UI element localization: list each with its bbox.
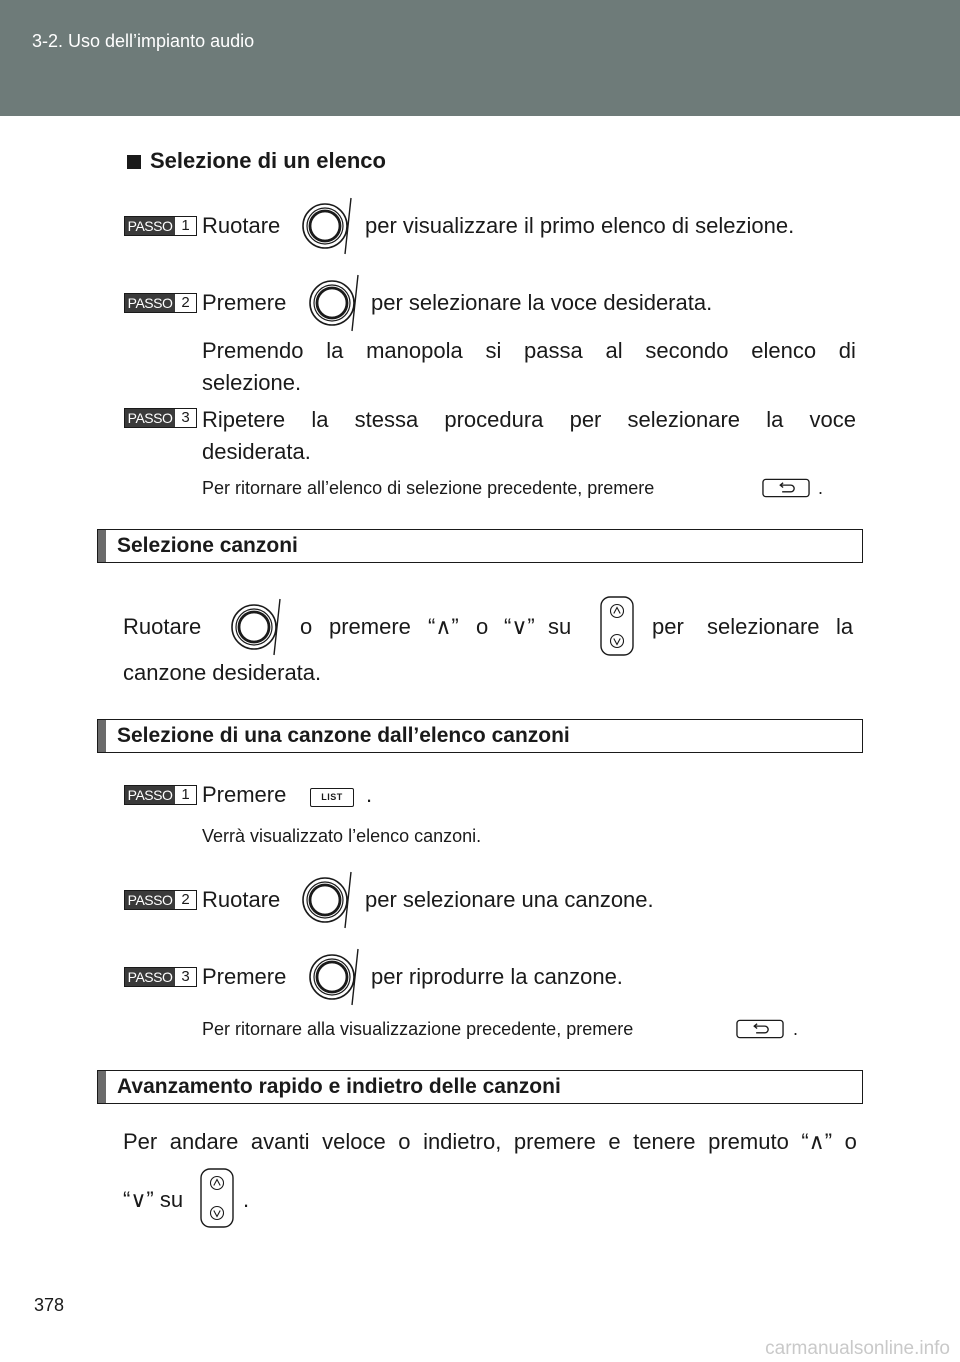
word: selezionare bbox=[707, 614, 820, 639]
word: la bbox=[836, 614, 854, 639]
step-badge bbox=[124, 785, 197, 805]
back-button-icon bbox=[762, 478, 810, 498]
step-text-after: per selezionare la voce desiderata. bbox=[371, 290, 713, 315]
step-badge-number: 3 bbox=[175, 968, 196, 986]
word: la bbox=[766, 407, 784, 432]
back-button-icon bbox=[736, 1019, 784, 1039]
tune-knob-icon bbox=[301, 196, 355, 256]
step-text-after: per selezionare una canzone. bbox=[365, 887, 654, 912]
step-text-before: Premere bbox=[202, 782, 287, 807]
tune-knob-icon bbox=[230, 597, 284, 657]
fast-forward-line: “∨” su bbox=[123, 1187, 184, 1212]
step-badge-number: 2 bbox=[175, 294, 196, 312]
step-badge-word: PASSO bbox=[125, 294, 175, 312]
word: procedura bbox=[444, 407, 544, 432]
step-badge bbox=[124, 216, 197, 236]
word: o bbox=[398, 1129, 411, 1154]
page-number: 378 bbox=[34, 1295, 65, 1315]
word: premere bbox=[329, 614, 411, 639]
word: su bbox=[548, 614, 572, 639]
word: premuto bbox=[708, 1129, 789, 1154]
step-badge bbox=[124, 967, 197, 987]
step-badge bbox=[124, 293, 197, 313]
section-title: Avanzamento rapido e indietro delle canzoni bbox=[117, 1075, 561, 1098]
step-text-line bbox=[202, 404, 856, 436]
word: selezionare bbox=[627, 407, 741, 432]
word: Ripetere bbox=[202, 407, 286, 432]
back-note: Per ritornare alla visualizzazione precedente, premere bbox=[202, 1019, 634, 1039]
word: stessa bbox=[354, 407, 419, 432]
step-badge-word: PASSO bbox=[125, 409, 175, 427]
section-title-box bbox=[97, 719, 863, 753]
step-badge-word: PASSO bbox=[125, 968, 175, 986]
step-badge-word: PASSO bbox=[125, 217, 175, 235]
step-note-line: selezione. bbox=[202, 370, 302, 395]
step-note-line bbox=[202, 335, 856, 367]
step-badge bbox=[124, 408, 197, 428]
step-badge bbox=[124, 890, 197, 910]
tune-knob-icon bbox=[308, 947, 362, 1007]
word: si bbox=[485, 338, 502, 363]
section-title: Selezione di una canzone dall’elenco canzoni bbox=[117, 724, 570, 747]
word: o bbox=[300, 614, 313, 639]
subsection-heading: Selezione di un elenco bbox=[150, 148, 386, 173]
tune-knob-icon bbox=[301, 870, 355, 930]
word: “∧” bbox=[428, 614, 459, 639]
word: la bbox=[326, 338, 344, 363]
step-text-after: . bbox=[366, 782, 373, 807]
word: elenco bbox=[751, 338, 817, 363]
step-text-before: Ruotare bbox=[202, 213, 281, 238]
back-note: Per ritornare all’elenco di selezione precedente, premere bbox=[202, 478, 655, 498]
word: di bbox=[838, 338, 856, 363]
fast-forward-line bbox=[123, 1126, 857, 1158]
back-note-end: . bbox=[818, 478, 824, 498]
word: Premendo bbox=[202, 338, 304, 363]
section-title-box bbox=[97, 529, 863, 563]
step-badge-number: 1 bbox=[175, 786, 196, 804]
step-text-before: Premere bbox=[202, 290, 287, 315]
bullet-square-icon bbox=[127, 155, 141, 169]
step-text-line: desiderata. bbox=[202, 439, 311, 464]
song-selection-line bbox=[123, 595, 857, 659]
up-down-button-icon bbox=[597, 595, 637, 657]
step-text-before: Premere bbox=[202, 964, 287, 989]
step-text-after: per riprodurre la canzone. bbox=[371, 964, 623, 989]
word: al bbox=[605, 338, 623, 363]
word: avanti bbox=[250, 1129, 310, 1154]
section-label: 3-2. Uso dell’impianto audio bbox=[32, 31, 255, 51]
word: tenere bbox=[633, 1129, 696, 1154]
step-badge-word: PASSO bbox=[125, 891, 175, 909]
step-badge-number: 2 bbox=[175, 891, 196, 909]
word: o bbox=[844, 1129, 857, 1154]
list-button-icon: LIST bbox=[310, 788, 354, 807]
word: manopola bbox=[366, 338, 463, 363]
step-text-after: per visualizzare il primo elenco di selezione. bbox=[365, 213, 795, 238]
word: premere bbox=[513, 1129, 596, 1154]
section-title: Selezione canzoni bbox=[117, 534, 298, 557]
word: voce bbox=[809, 407, 856, 432]
up-down-button-icon bbox=[197, 1167, 237, 1229]
step-text-before: Ruotare bbox=[202, 887, 281, 912]
watermark: carmanualsonline.info bbox=[765, 1338, 950, 1359]
word: secondo bbox=[645, 338, 729, 363]
song-selection-line: canzone desiderata. bbox=[123, 660, 322, 685]
word: “∨” bbox=[504, 614, 535, 639]
word: Per bbox=[123, 1129, 158, 1154]
word: andare bbox=[169, 1129, 239, 1154]
word: e bbox=[608, 1129, 621, 1154]
step-badge-word: PASSO bbox=[125, 786, 175, 804]
section-title-box bbox=[97, 1070, 863, 1104]
word: passa bbox=[524, 338, 583, 363]
word: Ruotare bbox=[123, 614, 202, 639]
step-badge-number: 3 bbox=[175, 409, 196, 427]
tune-knob-icon bbox=[308, 273, 362, 333]
back-note-end: . bbox=[793, 1019, 799, 1039]
header-band bbox=[0, 0, 960, 116]
word: “∧” bbox=[801, 1129, 833, 1154]
word: la bbox=[311, 407, 329, 432]
word: o bbox=[476, 614, 489, 639]
word: indietro, bbox=[423, 1129, 502, 1154]
word: per bbox=[569, 407, 602, 432]
step-note: Verrà visualizzato l’elenco canzoni. bbox=[202, 826, 482, 846]
step-badge-number: 1 bbox=[175, 217, 196, 235]
word: per bbox=[652, 614, 684, 639]
fast-forward-line-end: . bbox=[243, 1187, 250, 1212]
word: veloce bbox=[322, 1129, 386, 1154]
